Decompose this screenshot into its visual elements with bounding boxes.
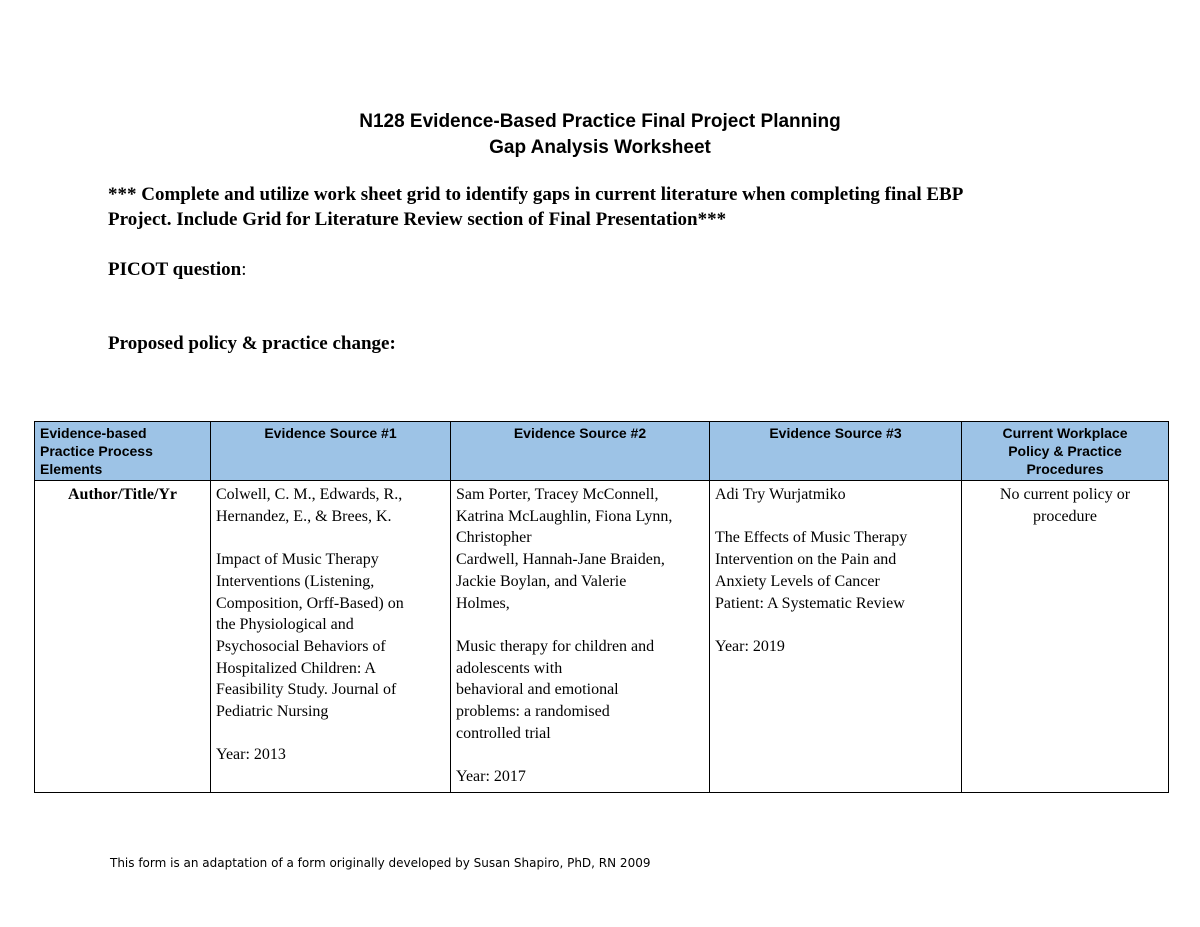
spacer [456, 744, 704, 766]
cell-evidence-source-2 [451, 481, 710, 793]
source3-title-line: The Effects of Music Therapy [715, 529, 908, 547]
source2-author-line: Sam Porter, Tracey McConnell, [456, 486, 659, 503]
source2-author-line: Katrina McLaughlin, Fiona Lynn, [456, 507, 673, 525]
header-evidence-source-1: Evidence Source #1 [211, 422, 451, 481]
cell-evidence-source-3 [710, 481, 962, 793]
source2-title-line: Music therapy for children and [456, 637, 655, 655]
spacer [216, 723, 445, 745]
source3-title-line: Anxiety Levels of Cancer [715, 572, 880, 590]
row-label-author-title-yr: Author/Title/Yr [35, 481, 211, 793]
source2-title-line: controlled trial [456, 724, 551, 742]
header-workplace-policy-line: Procedures [1026, 461, 1104, 477]
instructions-line-2: Project. Include Grid for Literature Review section of Final Presentation*** [108, 209, 727, 230]
source1-title-line: Hospitalized Children: A [216, 659, 376, 677]
worksheet-title: N128 Evidence-Based Practice Final Project Planning [359, 111, 841, 132]
spacer [715, 614, 956, 636]
source2-year: Year: 2017 [456, 768, 526, 786]
worksheet-subtitle: Gap Analysis Worksheet [489, 137, 711, 158]
spacer [456, 614, 704, 636]
source1-title-line: Composition, Orff-Based) on [216, 594, 404, 612]
workplace-policy-line: No current policy or [999, 486, 1131, 503]
header-evidence-source-2: Evidence Source #2 [451, 422, 710, 481]
spacer [715, 506, 956, 528]
source2-author-line: Holmes, [456, 594, 510, 612]
header-evidence-source-3: Evidence Source #3 [710, 422, 962, 481]
header-ebp-elements-line: Elements [40, 461, 103, 477]
cell-workplace-policy [962, 481, 1169, 793]
source2-author-line: Christopher [456, 529, 532, 547]
source1-title-line: Feasibility Study. Journal of [216, 681, 397, 699]
footer-attribution: This form is an adaptation of a form originally developed by Susan Shapiro, PhD, RN 2009 [110, 856, 651, 870]
source3-title-line: Intervention on the Pain and [715, 551, 897, 569]
proposed-change-label: Proposed policy & practice change: [108, 333, 396, 354]
header-workplace-policy-line: Current Workplace [1002, 425, 1128, 441]
source1-title-line: the Physiological and [216, 616, 354, 634]
source2-title-line: adolescents with [456, 659, 563, 677]
source2-author-line: Cardwell, Hannah-Jane Braiden, [456, 551, 665, 569]
header-ebp-elements [35, 422, 211, 481]
instructions-line-1: *** Complete and utilize work sheet grid to identify gaps in current literature when completing final EBP [108, 184, 964, 205]
header-workplace-policy [962, 422, 1169, 481]
instructions-text [108, 182, 1098, 232]
picot-question-label [108, 257, 247, 282]
cell-evidence-source-1 [211, 481, 451, 793]
source2-title-line: problems: a randomised [456, 703, 610, 721]
source3-author-line: Adi Try Wurjatmiko [715, 486, 846, 503]
source3-year: Year: 2019 [715, 637, 785, 655]
table-row [35, 481, 1169, 793]
source2-title-line: behavioral and emotional [456, 681, 619, 699]
workplace-policy-line: procedure [1033, 507, 1097, 525]
spacer [216, 527, 445, 549]
source1-title-line: Psychosocial Behaviors of [216, 637, 386, 655]
source1-author-line: Colwell, C. M., Edwards, R., [216, 486, 403, 503]
table-header-row [35, 422, 1169, 481]
source1-title-line: Interventions (Listening, [216, 572, 375, 590]
header-ebp-elements-line: Evidence-based [40, 425, 147, 441]
source2-author-line: Jackie Boylan, and Valerie [456, 572, 627, 590]
source1-title-line: Impact of Music Therapy [216, 551, 379, 569]
header-workplace-policy-line: Policy & Practice [1008, 443, 1122, 459]
header-ebp-elements-line: Practice Process [40, 443, 153, 459]
source3-title-line: Patient: A Systematic Review [715, 594, 905, 612]
source1-author-line: Hernandez, E., & Brees, K. [216, 507, 392, 525]
picot-label-text: PICOT question [108, 259, 242, 280]
gap-analysis-table [34, 421, 1169, 793]
picot-label-colon: : [241, 259, 247, 280]
source1-title-line: Pediatric Nursing [216, 703, 329, 721]
source1-year: Year: 2013 [216, 746, 286, 764]
